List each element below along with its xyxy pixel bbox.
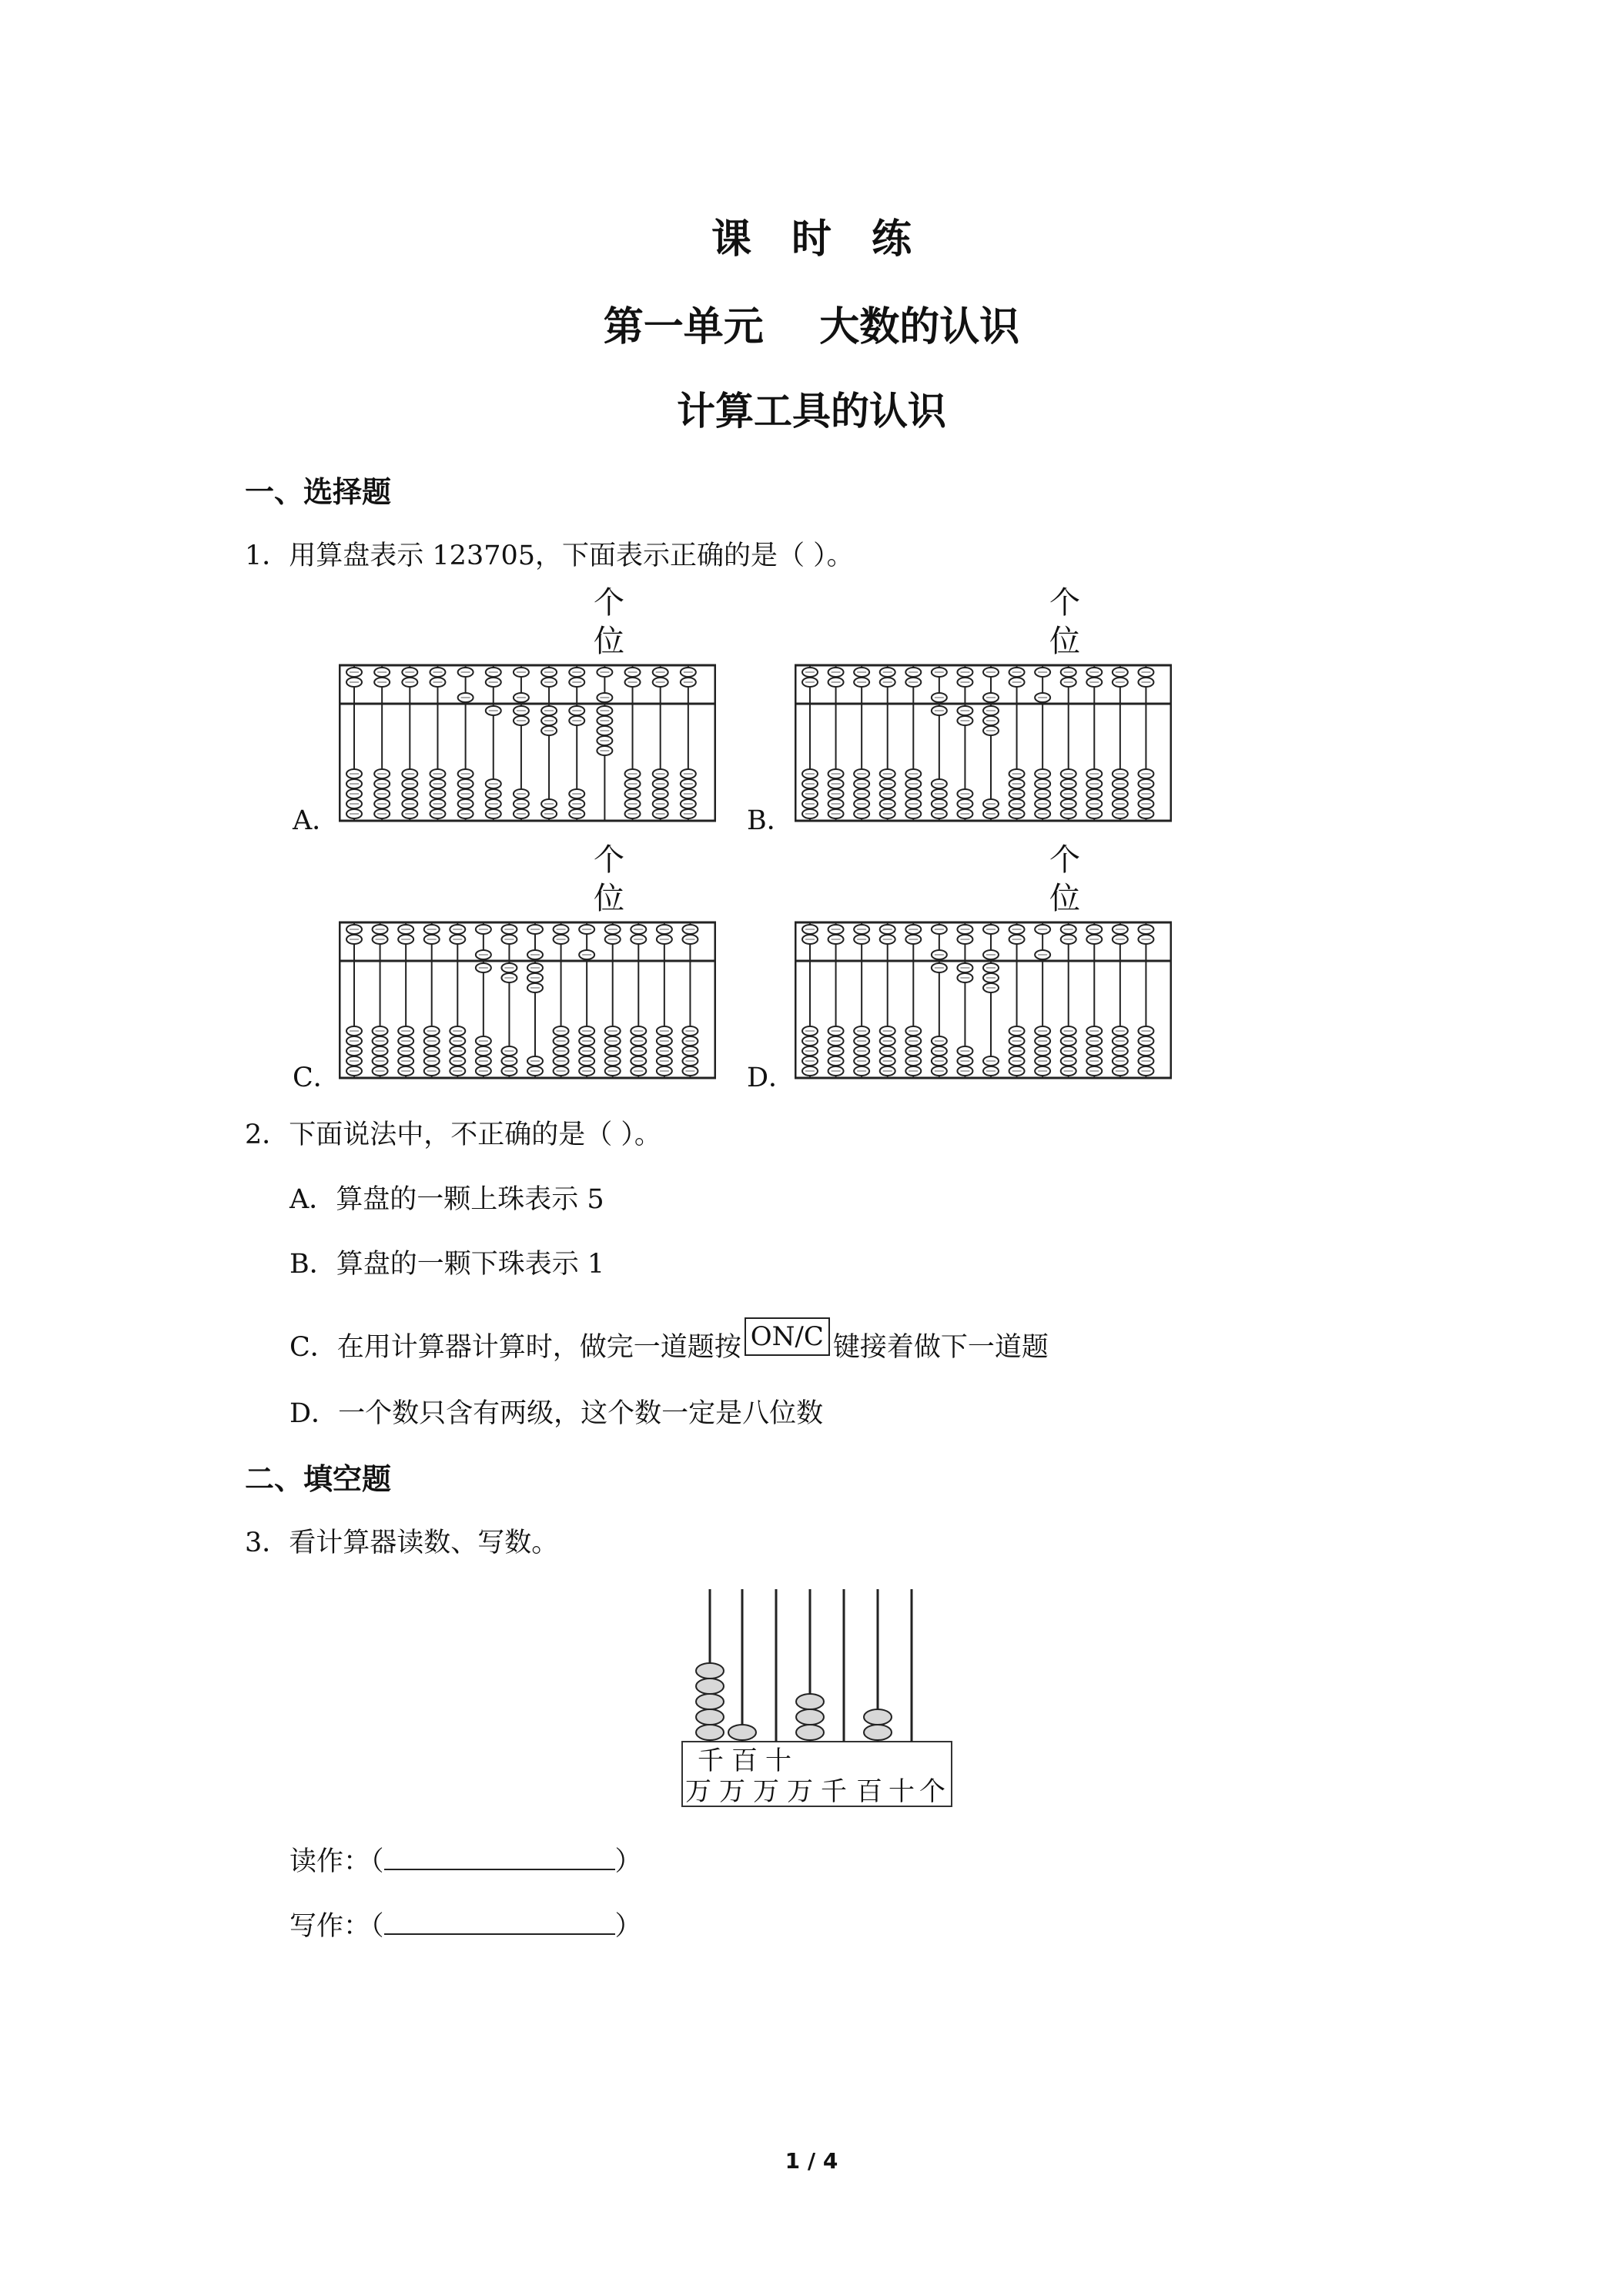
- counting-bead: [696, 1694, 724, 1709]
- option-c: C．在用计算器计算时，做完一道题按 ON/C 键接着做下一道题: [289, 1326, 1049, 1367]
- counting-bead: [696, 1678, 724, 1694]
- question-1: [245, 534, 854, 573]
- lesson-title: 计算工具的认识: [677, 389, 946, 433]
- section-heading-fill: 二、填空题: [245, 1462, 392, 1496]
- abacus-option-a: [339, 664, 716, 825]
- write-answer: 写作：（ ）: [289, 1911, 642, 1942]
- question-text: 用算盘表示 123705，下面表示正确的是（ ）。: [289, 541, 854, 571]
- place-label: 百: [856, 1776, 882, 1807]
- question-text: 下面说法中，不正确的是（ ）。: [289, 1120, 661, 1150]
- option-label-a: A．: [293, 805, 340, 836]
- page-number: 1 / 4: [785, 2148, 838, 2174]
- question-number: 1．: [245, 541, 289, 571]
- write-answer-blank[interactable]: [384, 1910, 615, 1935]
- section-heading-choice: 一、选择题: [245, 475, 392, 509]
- counting-bead: [696, 1709, 724, 1725]
- counting-bead: [728, 1725, 756, 1740]
- abacus-option-d: [795, 921, 1172, 1083]
- place-label: 千: [698, 1745, 724, 1776]
- option-d: D．一个数只含有两级，这个数一定是八位数: [289, 1398, 824, 1429]
- counting-bead: [696, 1725, 724, 1740]
- abacus-option-c: [339, 921, 716, 1083]
- counting-bead: [796, 1694, 824, 1709]
- counting-bead: [696, 1663, 724, 1678]
- option-a: A．算盘的一颗上珠表示 5: [289, 1184, 604, 1215]
- place-label: 十: [888, 1776, 915, 1807]
- counting-bead: [796, 1725, 824, 1740]
- read-answer-blank[interactable]: [384, 1846, 615, 1870]
- place-label: 万: [685, 1776, 711, 1807]
- question-text: 看计算器读数、写数。: [289, 1528, 559, 1558]
- on-c-key: ON/C: [745, 1317, 830, 1356]
- place-label-ones: 个 位: [594, 842, 624, 916]
- place-label: 十: [765, 1745, 791, 1776]
- option-b: B．算盘的一颗下珠表示 1: [289, 1249, 605, 1280]
- counting-bead: [864, 1725, 892, 1740]
- question-3: [245, 1521, 558, 1560]
- option-label-d: D．: [747, 1063, 796, 1093]
- place-label: 万: [753, 1776, 779, 1807]
- abacus-option-b: [795, 664, 1172, 825]
- counting-bead: [864, 1709, 892, 1725]
- place-label-ones: 个 位: [1049, 842, 1080, 916]
- counting-frame: [681, 1588, 958, 1811]
- place-label-ones: 个 位: [594, 585, 624, 659]
- place-label-ones: 个 位: [1049, 585, 1080, 659]
- option-label-b: B．: [747, 805, 794, 836]
- question-number: 3．: [245, 1528, 289, 1558]
- question-2: [245, 1113, 661, 1152]
- place-label: 万: [787, 1776, 813, 1807]
- unit-title: 第一单元 大数的认识: [603, 304, 1020, 350]
- place-label: 个: [919, 1776, 945, 1807]
- counting-bead: [796, 1709, 824, 1725]
- question-number: 2．: [245, 1120, 289, 1150]
- read-answer: 读作：（ ）: [289, 1846, 642, 1877]
- place-label: 千: [821, 1776, 847, 1807]
- page-title: 课时练: [711, 216, 952, 263]
- place-label: 万: [719, 1776, 745, 1807]
- place-label: 百: [731, 1745, 758, 1776]
- option-label-c: C．: [293, 1063, 340, 1093]
